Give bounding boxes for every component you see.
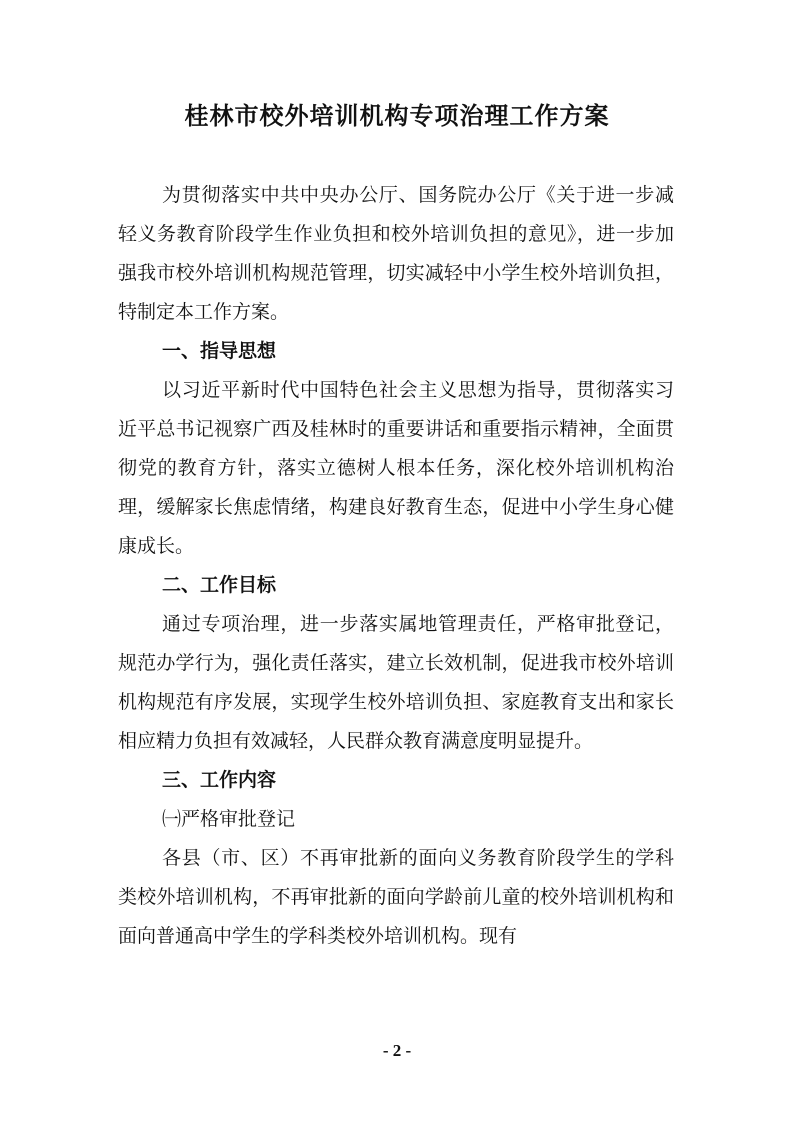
section-heading-guiding-ideology: 一、指导思想 [162, 340, 277, 362]
page-number: - 2 - [382, 1041, 412, 1060]
section-paragraph-work-goals: 通过专项治理，进一步落实属地管理责任，严格审批登记，规范办学行为，强化责任落实，建立长效机制，促进我市校外培训机构规范有序发展，实现学生校外培训负担、家庭教育支出和家长相应精力负担有效减轻，人民群众教育满意度明显提升。 [118, 613, 674, 752]
intro-paragraph: 为贯彻落实中共中央办公厅、国务院办公厅《关于进一步减轻义务教育阶段学生作业负担和校外培训负担的意见》，进一步加强我市校外培训机构规范管理，切实减轻中小学生校外培训负担，特制定本工作方案。 [118, 184, 674, 323]
document-body [118, 176, 674, 956]
section-paragraph-guiding-ideology: 以习近平新时代中国特色社会主义思想为指导，贯彻落实习近平总书记视察广西及桂林时的重要讲话和重要指示精神，全面贯彻党的教育方针，落实立德树人根本任务，深化校外培训机构治理，缓解家长焦虑情绪，构建良好教育生态，促进中小学生身心健康成长。 [118, 379, 674, 557]
document-title: 桂林市校外培训机构专项治理工作方案 [184, 101, 610, 130]
subsection-heading-approval-registration: ㈠严格审批登记 [162, 808, 296, 830]
section-heading-work-goals: 二、工作目标 [162, 574, 277, 596]
section-heading-work-content: 三、工作内容 [162, 769, 277, 791]
section-paragraph-work-content: 各县（市、区）不再审批新的面向义务教育阶段学生的学科类校外培训机构，不再审批新的面向学龄前儿童的校外培训机构和面向普通高中学生的学科类校外培训机构。现有 [118, 847, 674, 947]
